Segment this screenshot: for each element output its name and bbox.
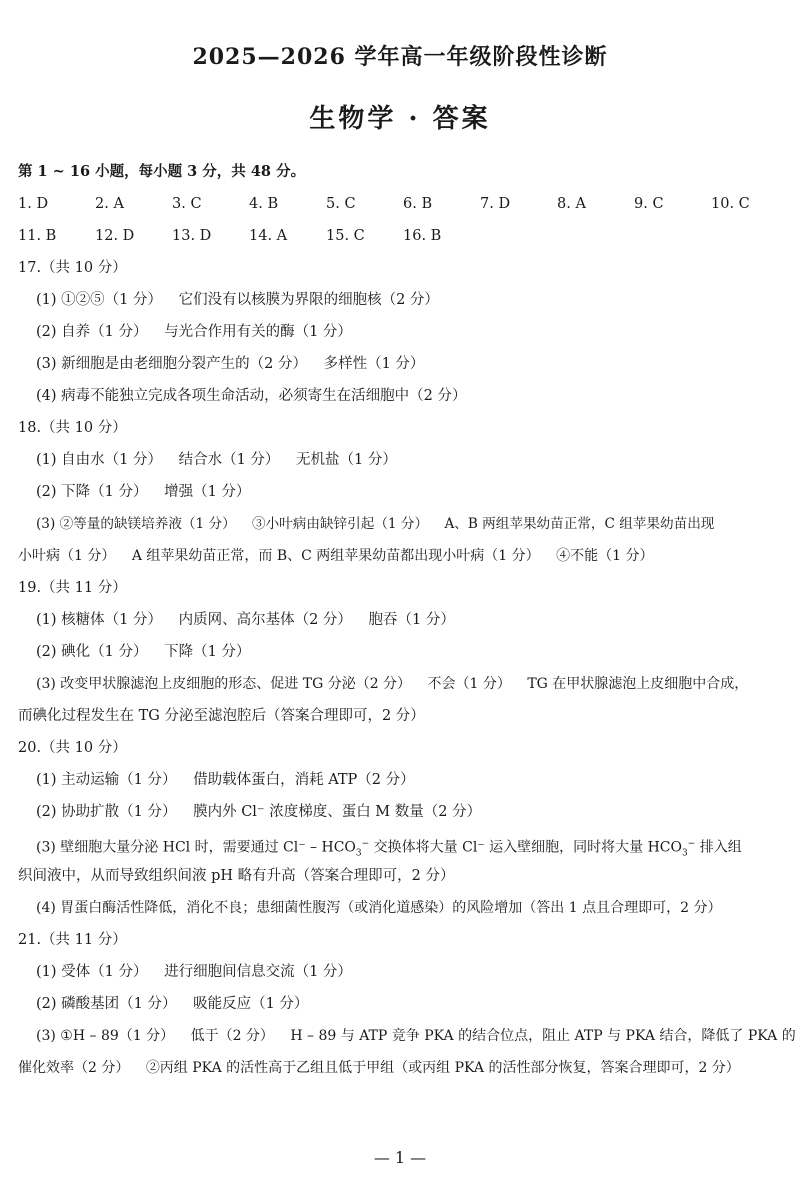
q20-part-2: [18, 801, 788, 833]
superscript: −: [687, 839, 696, 849]
q17-part-3: [18, 353, 788, 385]
answer-text: (3) 改变甲状腺滤泡上皮细胞的形态、促进 TG 分泌（2 分）: [36, 676, 412, 692]
q21-part-3: [18, 1025, 796, 1057]
q19-part-3-cont: 而碘化过程发生在 TG 分泌至滤泡腔后（答案合理即可，2 分）: [18, 708, 425, 724]
mc-answer: 2. A: [95, 196, 124, 212]
mc-answer: 6. B: [403, 196, 433, 212]
mc-intro: 第 1 ~ 16 小题，每小题 3 分，共 48 分。: [18, 163, 306, 180]
q18-part-2: [18, 481, 788, 513]
answer-text: ③小叶病由缺锌引起（1 分）: [252, 516, 429, 532]
q19-part-1: [18, 609, 788, 641]
answer-text: 小叶病（1 分）: [18, 548, 116, 564]
answer-text: (2) 碘化（1 分）: [36, 644, 148, 660]
q21-heading: 21.（共 11 分）: [18, 932, 127, 948]
page-title: 2025—2026 学年高一年级阶段性诊断: [192, 44, 608, 70]
q21-part-3-cont: [18, 1057, 788, 1089]
answer-text: 多样性（1 分）: [323, 356, 425, 372]
answer-text: 膜内外 Cl⁻ 浓度梯度、蛋白 M 数量（2 分）: [193, 804, 482, 820]
answer-text: 交换体将大量 Cl⁻ 运入壁细胞，同时将大量 HCO: [373, 839, 682, 856]
mc-answer: 13. D: [172, 228, 212, 244]
answer-text: 吸能反应（1 分）: [193, 996, 309, 1012]
answer-text: H – 89 与 ATP 竞争 PKA 的结合位点，阻止 ATP 与 PKA 结合，降低了 PKA 的: [290, 1028, 796, 1044]
mc-answer: 8. A: [557, 196, 586, 212]
q19-heading: 19.（共 11 分）: [18, 580, 127, 596]
mc-answer: 10. C: [711, 196, 750, 212]
mc-answer: 9. C: [634, 196, 664, 212]
answer-text: 进行细胞间信息交流（1 分）: [164, 964, 352, 980]
q20-part-1: [18, 769, 788, 801]
answer-text: 借助载体蛋白，消耗 ATP（2 分）: [193, 772, 415, 788]
answer-text: ④不能（1 分）: [556, 548, 654, 564]
mc-answer: 11. B: [18, 228, 57, 244]
answer-text: (2) 磷酸基团（1 分）: [36, 996, 177, 1012]
answer-text: 无机盐（1 分）: [296, 452, 397, 468]
q19-part-3: [18, 673, 788, 705]
mc-row-1: [18, 193, 788, 225]
answer-text: 下降（1 分）: [164, 644, 251, 660]
answer-text: 它们没有以核膜为界限的细胞核（2 分）: [178, 292, 439, 308]
answer-text: ②丙组 PKA 的活性高于乙组且低于甲组（或丙组 PKA 的活性部分恢复，答案合理即可，2 分）: [145, 1060, 740, 1076]
q19-part-2: [18, 641, 788, 673]
mc-row-2: [18, 225, 788, 257]
q20-heading: 20.（共 10 分）: [18, 740, 127, 756]
subscript: 3: [681, 848, 688, 859]
answer-text: A、B 两组苹果幼苗正常，C 组苹果幼苗出现: [444, 516, 715, 532]
mc-answer: 4. B: [249, 196, 279, 212]
q20-part-3: [18, 833, 788, 865]
answer-text: 结合水（1 分）: [178, 452, 280, 468]
q18-part-1: [18, 449, 788, 481]
mc-answer: 15. C: [326, 228, 365, 244]
q17-heading: 17.（共 10 分）: [18, 260, 127, 276]
answer-text: 与光合作用有关的酶（1 分）: [164, 324, 352, 340]
q17-part-4: (4) 病毒不能独立完成各项生命活动，必须寄生在活细胞中（2 分）: [36, 388, 467, 404]
mc-answer: 1. D: [18, 196, 49, 212]
answer-content: [18, 161, 796, 1089]
answer-text: 胞吞（1 分）: [368, 612, 455, 628]
answer-text: 不会（1 分）: [427, 676, 511, 692]
mc-answer: 3. C: [172, 196, 202, 212]
q21-part-1: [18, 961, 788, 993]
answer-text: (2) 自养（1 分）: [36, 324, 148, 340]
subscript: 3: [355, 848, 362, 859]
q17-part-2: [18, 321, 788, 353]
answer-text: (3) 壁细胞大量分泌 HCl 时，需要通过 Cl⁻ – HCO: [36, 839, 356, 856]
answer-text: (1) 自由水（1 分）: [36, 452, 162, 468]
answer-text: (3) 新细胞是由老细胞分裂产生的（2 分）: [36, 356, 307, 372]
mc-answer: 16. B: [403, 228, 442, 244]
answer-text: (2) 协助扩散（1 分）: [36, 804, 177, 820]
answer-text: TG 在甲状腺滤泡上皮细胞中合成，: [527, 676, 749, 692]
page-number: — 1 —: [373, 1148, 427, 1167]
page-subtitle: 生物学 · 答案: [309, 104, 491, 134]
answer-text: A 组苹果幼苗正常，而 B、C 两组苹果幼苗都出现小叶病（1 分）: [131, 548, 540, 564]
answer-text: (2) 下降（1 分）: [36, 484, 148, 500]
answer-text: (1) 受体（1 分）: [36, 964, 148, 980]
mc-answer: 5. C: [326, 196, 356, 212]
answer-text: (1) 主动运输（1 分）: [36, 772, 177, 788]
q20-part-3-cont: 织间液中，从而导致组织间液 pH 略有升高（答案合理即可，2 分）: [18, 868, 455, 884]
answer-text: 排入组: [699, 839, 742, 856]
q18-part-3-cont: [18, 545, 788, 577]
answer-text: 增强（1 分）: [164, 484, 251, 500]
q21-part-2: [18, 993, 788, 1025]
mc-answer: 7. D: [480, 196, 511, 212]
q18-heading: 18.（共 10 分）: [18, 420, 127, 436]
superscript: −: [361, 839, 370, 849]
answer-text: (3) ①H – 89（1 分）: [36, 1028, 175, 1044]
answer-text: (3) ②等量的缺镁培养液（1 分）: [36, 516, 236, 532]
answer-text: 催化效率（2 分）: [18, 1060, 130, 1076]
answer-text: 内质网、高尔基体（2 分）: [178, 612, 352, 628]
q18-part-3: [18, 513, 788, 545]
mc-answer: 12. D: [95, 228, 135, 244]
answer-text: 低于（2 分）: [190, 1028, 274, 1044]
answer-text: (1) 核糖体（1 分）: [36, 612, 162, 628]
mc-answer: 14. A: [249, 228, 288, 244]
q17-part-1: [18, 289, 788, 321]
q20-part-4: (4) 胃蛋白酶活性降低，消化不良；患细菌性腹泻（或消化道感染）的风险增加（答出 1 点且合理即可，2 分）: [36, 900, 722, 916]
answer-text: (1) ①②⑤（1 分）: [36, 292, 162, 308]
